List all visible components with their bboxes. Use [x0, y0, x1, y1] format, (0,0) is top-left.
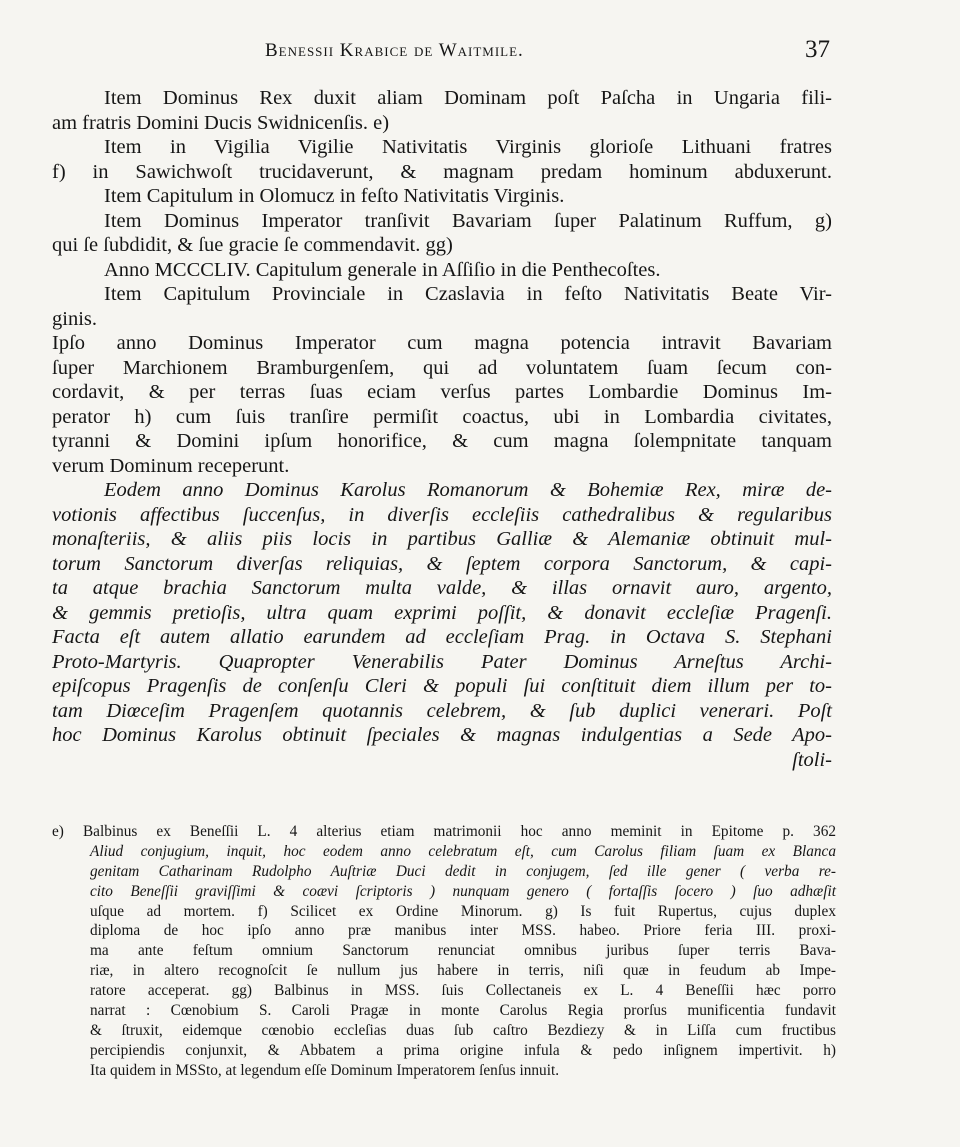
text-line: Anno MCCCLIV. Capitulum generale in Aſſiſio in die Penthecoſtes. [104, 258, 661, 281]
text-line: Item Dominus Imperator tranſivit Bavariam ſuper Palatinum Ruffum, g) [104, 209, 832, 232]
main-text [52, 86, 832, 772]
footnote-line: & ſtruxit, eidemque cœnobio eccleſias duas ſub caſtro Bezdiezy & in Liſſa cum fructibus [90, 1021, 836, 1039]
footnote-line: e) Balbinus ex Beneſſii L. 4 alterius etiam matrimonii hoc anno meminit in Epitome p. 362 [52, 823, 836, 840]
text-line: am fratris Domini Ducis Swidnicenſis. e) [52, 111, 390, 134]
footnote-line: percipiendis conjunxit, & Abbatem a prima origine infula & pedo inſignem impertivit. h) [90, 1041, 836, 1059]
footnote-line: narrat : Cœnobium S. Caroli Pragæ in monte Carolus Regia prorſus munificentia fundavit [90, 1002, 836, 1020]
text-line: perator h) cum ſuis tranſire permiſit coactus, ubi in Lombardia civitates, [52, 405, 832, 428]
text-line: Facta eſt autem allatio earundem ad eccleſiam Prag. in Octava S. Stephani [52, 626, 832, 648]
text-line: Eodem anno Dominus Karolus Romanorum & Bohemiæ Rex, miræ de- [104, 479, 832, 501]
text-line: qui ſe ſubdidit, & ſue gracie ſe commendavit. gg) [52, 234, 453, 256]
text-line: epiſcopus Pragenſis de conſenſu Cleri & populi ſui conſtituit diem illum per to- [52, 675, 832, 697]
text-line: & gemmis pretioſis, ultra quam exprimi poſſit, & donavit eccleſiæ Pragenſi. [52, 601, 832, 624]
footnote-line: ratore acceperat. gg) Balbinus in MSS. ſuis Collectaneis ex L. 4 Beneſſii hæc porro [90, 982, 836, 1000]
text-line: ſuper Marchionem Bramburgenſem, qui ad voluntatem ſuam ſecum con- [52, 356, 832, 379]
running-head: Benessii Krabice de Waitmile. [265, 40, 524, 61]
text-line: Item in Vigilia Vigilie Nativitatis Virginis glorioſe Lithuani fratres [104, 136, 832, 158]
footnote-line: Ita quidem in MSSto, at legendum eſſe Dominum Imperatorem ſenſus innuit. [90, 1061, 560, 1079]
footnote-line: cito Beneſſii graviſſimi & coævi ſcriptoris ) nunquam genero ( fortaſſis ſocero ) ſuo adhæſit [90, 882, 836, 900]
footnote-line: diploma de hoc ipſo anno præ manibus inter MSS. habeo. Priore feria III. proxi- [90, 922, 836, 940]
text-line: ta atque brachia Sanctorum multa valde, & illas ornavit auro, argento, [52, 577, 832, 599]
text-line: f) in Sawichwoſt trucidaverunt, & magnam predam hominum abduxerunt. [52, 160, 832, 183]
page-header [0, 36, 960, 70]
text-line: ginis. [52, 307, 97, 330]
footnote-line: riæ, in altero recognoſcit ſe nullum jus habere in terris, niſi quæ in feudum ab Impe- [90, 962, 836, 980]
footnotes [52, 822, 836, 1081]
page-number: 37 [805, 36, 830, 63]
text-line: tam Diœceſim Pragenſem quotannis celebrem, & ſub duplici venerari. Poſt [52, 699, 832, 722]
text-line: torum Sanctorum diverſas reliquias, & ſeptem corpora Sanctorum, & capi- [52, 552, 832, 575]
text-line: verum Dominum receperunt. [52, 454, 290, 477]
footnote-line: genitam Catharinam Rudolpho Auſtriæ Duci dedit in conjugem, ſed ille gener ( verba re- [90, 862, 836, 880]
text-line: monaſteriis, & aliis piis locis in partibus Galliæ & Alemaniæ obtinuit mul- [52, 528, 832, 550]
footnote-line: Aliud conjugium, inquit, hoc eodem anno celebratum eſt, cum Carolus filiam ſuam ex Blanca [90, 842, 836, 860]
text-line: Item Capitulum Provinciale in Czaslavia in feſto Nativitatis Beate Vir- [104, 283, 832, 305]
text-line: votionis affectibus ſuccenſus, in diverſis eccleſiis cathedralibus & regularibus [52, 503, 832, 526]
text-line: Item Dominus Rex duxit aliam Dominam poſt Paſcha in Ungaria fili- [104, 87, 832, 109]
text-line: tyranni & Domini ipſum honorifice, & cum magna ſolempnitate tanquam [52, 430, 832, 452]
footnote-line: uſque ad mortem. f) Scilicet ex Ordine Minorum. g) Is fuit Rupertus, cujus duplex [90, 902, 836, 920]
text-line: Ipſo anno Dominus Imperator cum magna potencia intravit Bavariam [52, 332, 832, 354]
text-line: Item Capitulum in Olomucz in feſto Nativitatis Virginis. [104, 185, 565, 207]
text-line: Proto-Martyris. Quapropter Venerabilis Pater Dominus Arneſtus Archi- [52, 650, 832, 673]
text-line: hoc Dominus Karolus obtinuit ſpeciales & magnas indulgentias a Sede Apo- [52, 724, 832, 746]
catchword: ſtoli- [792, 748, 832, 771]
footnote-line: ma ante feſtum omnium Sanctorum renunciat omnibus juribus ſuper terris Bava- [90, 942, 836, 960]
text-line: cordavit, & per terras ſuas eciam verſus partes Lombardie Dominus Im- [52, 381, 832, 403]
